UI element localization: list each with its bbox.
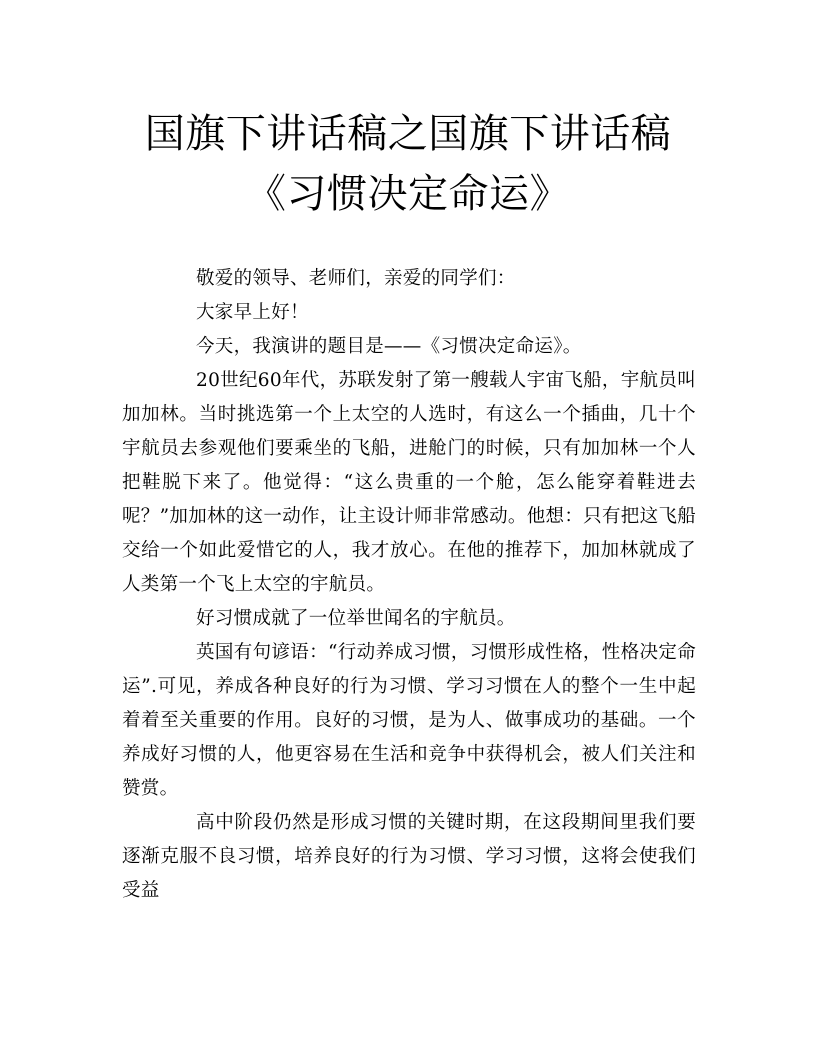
document-body (122, 262, 696, 908)
paragraph-gagarin-story: 20世纪60年代，苏联发射了第一艘载人宇宙飞船，宇航员叫加加林。当时挑选第一个上太空的人选时，有这么一个插曲，几十个宇航员去参观他们要乘坐的飞船，进舱门的时候，只有加加林一个人把鞋脱下来了。他觉得：“这么贵重的一个舱，怎么能穿着鞋进去呢？”加加林的这一动作，让主设计师非常感动。他想：只有把这飞船交给一个如此爱惜它的人，我才放心。在他的推荐下，加加林就成了人类第一个飞上太空的宇航员。 (122, 370, 696, 595)
paragraph-good-habit: 好习惯成就了一位举世闻名的宇航员。 (196, 608, 516, 629)
paragraph-topic: 今天，我演讲的题目是——《习惯决定命运》。 (196, 336, 582, 357)
paragraph-high-school: 高中阶段仍然是形成习惯的关键时期，在这段期间里我们要逐渐克服不良习惯，培养良好的行为习惯、学习习惯，这将会使我们受益 (122, 812, 696, 901)
paragraph-morning: 大家早上好！ (196, 302, 309, 323)
document-title: 国旗下讲话稿之国旗下讲话稿《习惯决定命运》 (144, 111, 672, 217)
paragraph-greeting: 敬爱的领导、老师们，亲爱的同学们： (196, 268, 516, 289)
paragraph-proverb: 英国有句谚语：“行动养成习惯，习惯形成性格，性格决定命运”.可见，养成各种良好的行为习惯、学习习惯在人的整个一生中起着着至关重要的作用。良好的习惯，是为人、做事成功的基础。一个养成好习惯的人，他更容易在生活和竞争中获得机会，被人们关注和赞赏。 (122, 642, 696, 799)
